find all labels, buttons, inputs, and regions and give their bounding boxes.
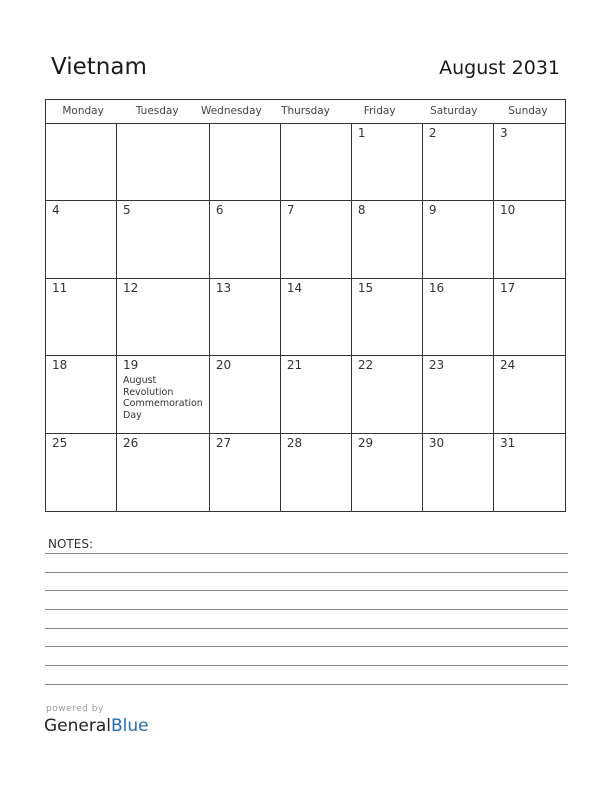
day-cell-3 (494, 124, 565, 201)
day-number: 15 (357, 280, 374, 295)
weekday-sunday: Sunday (508, 105, 548, 117)
weekday-thursday: Thursday (281, 105, 330, 117)
day-cell-19 (117, 356, 210, 433)
day-number: 27 (215, 435, 232, 450)
day-number: 21 (286, 358, 303, 373)
notes-line (45, 684, 568, 685)
day-cell-empty (281, 124, 352, 201)
calendar-grid (45, 99, 566, 512)
day-cell-23 (423, 356, 494, 433)
notes-line (45, 553, 568, 554)
day-cell-16 (423, 279, 494, 356)
day-number: 31 (499, 435, 516, 450)
day-number: 11 (52, 280, 68, 295)
day-cell-22 (352, 356, 423, 433)
notes-label: NOTES: (48, 537, 93, 551)
day-number: 14 (286, 280, 303, 295)
day-number: 3 (499, 126, 508, 140)
day-number: 1 (357, 126, 366, 140)
weekday-friday: Friday (363, 105, 396, 117)
day-number: 23 (428, 358, 445, 373)
weekday-header-row (46, 100, 565, 124)
day-number: 2 (428, 126, 437, 140)
weekday-tuesday: Tuesday (135, 105, 179, 117)
day-number: 5 (123, 203, 131, 218)
day-number: 9 (428, 203, 437, 218)
day-cell-30 (423, 434, 494, 511)
day-cell-7 (281, 201, 352, 278)
day-number: 7 (286, 203, 295, 218)
day-cell-26 (117, 434, 210, 511)
notes-line (45, 609, 568, 610)
day-cell-9 (423, 201, 494, 278)
day-cell-5 (117, 201, 210, 278)
weekday-wednesday: Wednesday (200, 105, 262, 117)
day-number: 17 (499, 280, 516, 295)
day-number: 8 (357, 203, 366, 218)
generalblue-logo (44, 716, 149, 736)
day-cell-11 (46, 279, 117, 356)
day-number: 25 (52, 435, 68, 450)
day-cell-25 (46, 434, 117, 511)
day-cell-20 (210, 356, 281, 433)
day-cell-24 (494, 356, 565, 433)
day-cell-1 (352, 124, 423, 201)
day-number: 29 (357, 435, 374, 450)
day-number: 22 (357, 358, 374, 373)
day-number: 19 (123, 358, 139, 373)
brand-general: General (44, 716, 111, 736)
day-cell-2 (423, 124, 494, 201)
calendar-country-title: Vietnam (51, 54, 147, 80)
day-cell-empty (117, 124, 210, 201)
day-number: 24 (499, 358, 516, 373)
brand-blue: Blue (111, 716, 149, 736)
powered-by-text: powered by (46, 704, 104, 714)
day-cell-28 (281, 434, 352, 511)
day-number: 13 (215, 280, 232, 295)
day-cell-29 (352, 434, 423, 511)
calendar-month-title: August 2031 (439, 57, 560, 79)
day-cell-6 (210, 201, 281, 278)
day-cell-18 (46, 356, 117, 433)
day-cell-empty (46, 124, 117, 201)
weekday-saturday: Saturday (430, 105, 478, 117)
day-number: 12 (123, 280, 139, 295)
notes-line (45, 572, 568, 573)
holiday-label: August Revolution Commemoration Day (123, 375, 203, 421)
day-cell-12 (117, 279, 210, 356)
day-number: 30 (428, 435, 445, 450)
day-cell-21 (281, 356, 352, 433)
day-cell-8 (352, 201, 423, 278)
day-cell-empty (210, 124, 281, 201)
day-number: 6 (215, 203, 224, 218)
day-number: 26 (123, 435, 139, 450)
notes-line (45, 590, 568, 591)
day-number: 4 (52, 203, 60, 218)
day-cell-14 (281, 279, 352, 356)
day-cells (46, 124, 565, 511)
day-cell-31 (494, 434, 565, 511)
weekday-monday: Monday (62, 105, 104, 117)
day-cell-15 (352, 279, 423, 356)
day-number: 20 (215, 358, 232, 373)
day-number: 28 (286, 435, 303, 450)
day-number: 16 (428, 280, 445, 295)
day-cell-13 (210, 279, 281, 356)
day-number: 10 (499, 203, 516, 218)
day-cell-10 (494, 201, 565, 278)
day-cell-27 (210, 434, 281, 511)
day-cell-4 (46, 201, 117, 278)
notes-line (45, 646, 568, 647)
notes-line (45, 628, 568, 629)
day-number: 18 (52, 358, 68, 373)
notes-line (45, 665, 568, 666)
day-cell-17 (494, 279, 565, 356)
